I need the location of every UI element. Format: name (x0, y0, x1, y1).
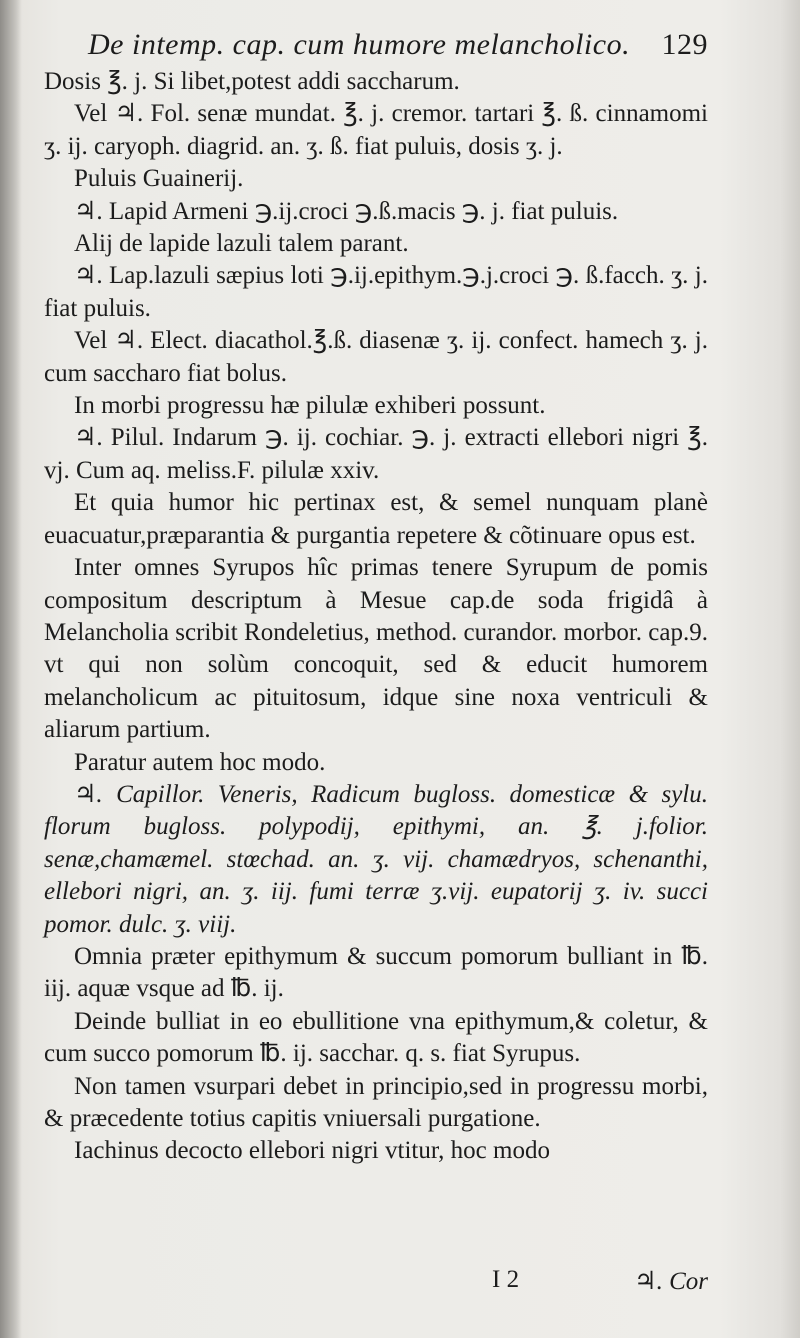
paragraph: ♃. Lapid Armeni ℈.ij.croci ℈.ß.macis ℈. j. fiat puluis. (74, 197, 619, 225)
body-text (44, 66, 708, 1168)
binding-gutter-shadow (0, 0, 22, 1338)
paragraph: ♃. Lap.lazuli sæpius loti ℈.ij.epithym.℈.j.croci ℈. ß.facch. ʒ. j. fiat puluis. (44, 262, 708, 322)
page-number: 129 (661, 28, 708, 61)
paragraph: In morbi progressu hæ pilulæ exhiberi possunt. (74, 392, 546, 420)
paragraph: Et quia humor hic pertinax est, & semel nunquam planè euacuatur,præparantia & purgantia repetere & cõtinuare opus est. (44, 489, 708, 549)
signature-mark: I 2 (492, 1266, 520, 1293)
paragraph: Deinde bulliat in eo ebullitione vna epithymum,& coletur, & cum succo pomorum ℔. ij. sacchar. q. s. fiat Syrupus. (44, 1007, 708, 1068)
paragraph: Vel ♃. Elect. diacathol.℥.ß. diasenæ ʒ. ij. confect. hamech ʒ. j. cum saccharo fiat bolus. (44, 327, 708, 387)
paragraph: ♃. Pilul. Indarum ℈. ij. cochiar. ℈. j. extracti ellebori nigri ℥. vj. Cum aq. meliss.F. pilulæ xxiv. (44, 424, 708, 484)
catchword: ♃. Cor (634, 1268, 708, 1295)
paragraph: Dosis ℥. j. Si libet,potest addi saccharum. (44, 68, 460, 95)
paragraph: Non tamen vsurpari debet in principio,sed in progressu morbi, & præcedente totius capitis vniuersali purgatione. (44, 1072, 708, 1132)
paragraph: Inter omnes Syrupos hîc primas tenere Syrupum de pomis compositum descriptum à Mesue cap.de soda frigidâ à Melancholia scribit Rondeletius, method. curandor. morbor. cap.9. vt qui non solùm concoquit, sed & educit humorem melancholicum ac pituitosum, idque sine noxa ventriculi & aliarum partium. (44, 554, 708, 744)
paragraph: ♃. Capillor. Veneris, Radicum bugloss. domesticæ & sylu. florum bugloss. polypodij, epithymi, an. ℥. j.folior. senæ,chamæmel. stœchad. an. ʒ. vij. chamædryos, schenanthi, ellebori nigri, an. ʒ. iij. fumi terræ ʒ.vij. eupatorij ʒ. iv. succi pomor. dulc. ʒ. viij. (44, 780, 708, 938)
paragraph: Omnia præter epithymum & succum pomorum bulliant in ℔. iij. aquæ vsque ad ℔. ij. (44, 942, 708, 1003)
running-head: De intemp. cap. cum humore melancholico. (88, 28, 631, 61)
page-footer (480, 1266, 708, 1302)
paragraph: Puluis Guainerij. (74, 165, 244, 193)
paragraph: Paratur autem hoc modo. (74, 748, 326, 776)
paragraph: Vel ♃. Fol. senæ mundat. ℥. j. cremor. tartari ℥. ß. cinnamomi ʒ. ij. caryoph. diagrid. an. ʒ. ß. fiat puluis, dosis ʒ. j. (44, 100, 708, 160)
paragraph: Iachinus decocto ellebori nigri vtitur, hoc modo (74, 1137, 550, 1165)
paragraph: Alij de lapide lazuli talem parant. (74, 230, 409, 258)
